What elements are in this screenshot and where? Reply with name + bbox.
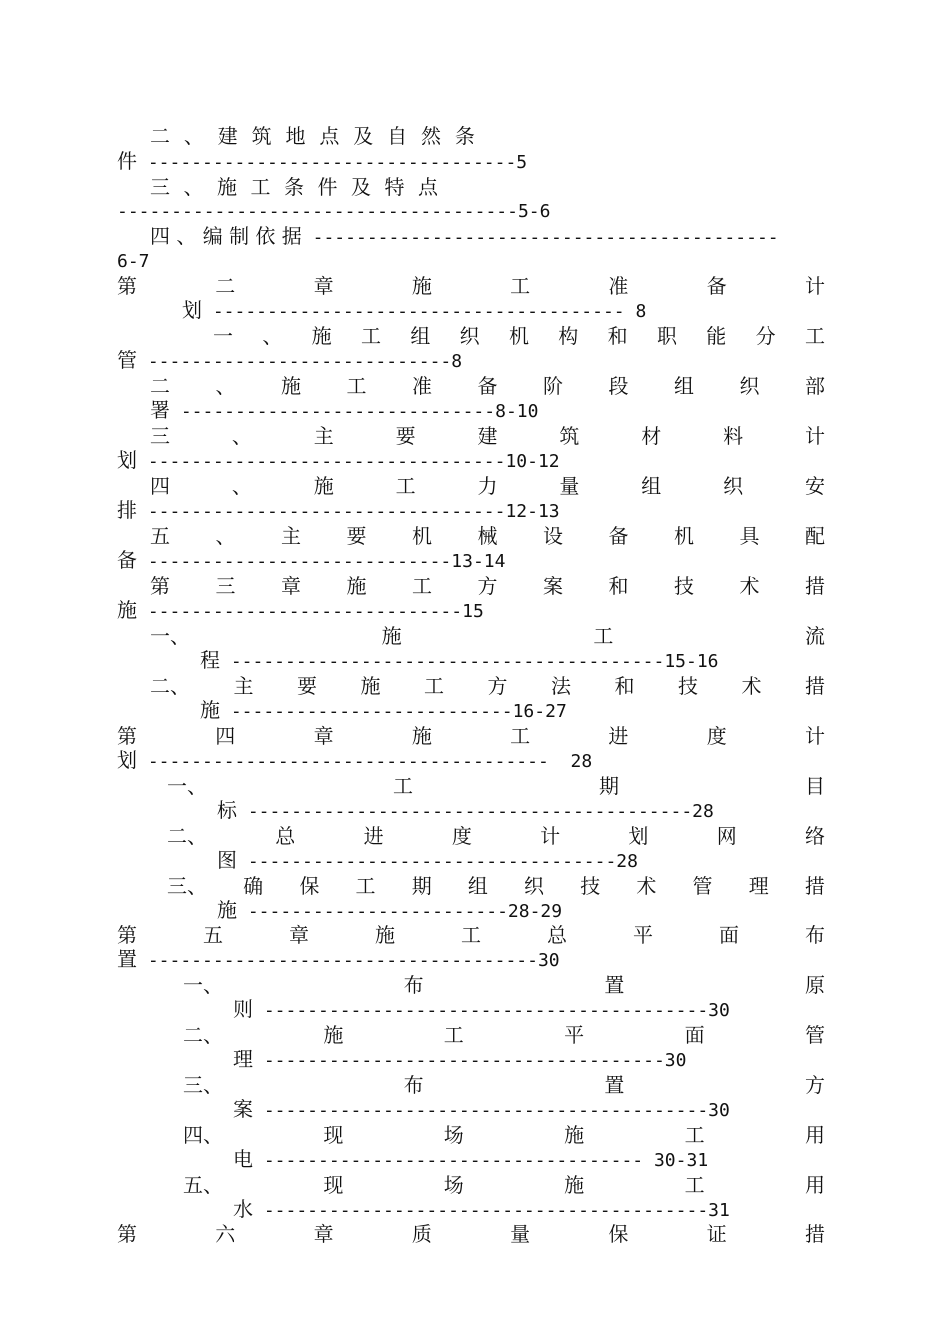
toc-heading-char: 证: [706, 1222, 727, 1246]
toc-heading-char: 网: [716, 824, 737, 848]
toc-entry-text: 标 -----------------------------------------28: [217, 798, 714, 822]
toc-line: [117, 499, 560, 523]
toc-heading-char: 条: [284, 175, 304, 199]
toc-heading-char: 三: [150, 175, 170, 199]
toc-heading-char: 工: [684, 1123, 705, 1147]
toc-heading-char: 准: [608, 274, 629, 298]
toc-heading-char: 理: [748, 874, 769, 898]
toc-heading-char: 期: [599, 774, 619, 798]
toc-heading-char: 方: [487, 674, 508, 698]
toc-entry-text: 置 ------------------------------------30: [117, 947, 560, 971]
toc-heading-char: 场: [443, 1123, 464, 1147]
toc-heading-char: 管: [692, 874, 713, 898]
toc-line: [117, 749, 592, 773]
toc-line: [233, 1098, 730, 1122]
toc-heading-char: 特: [384, 175, 405, 199]
toc-heading-char: 一、: [167, 774, 207, 798]
toc-heading-char: 第: [117, 1222, 137, 1246]
toc-line: [117, 274, 825, 298]
toc-line: [200, 699, 567, 723]
toc-entry-text: 署 -----------------------------8-10: [150, 398, 539, 422]
toc-heading-char: 四: [215, 724, 236, 748]
toc-heading-char: 面: [719, 923, 739, 947]
toc-heading-char: 件: [317, 175, 338, 199]
toc-heading-char: 能: [706, 324, 727, 348]
toc-heading-char: 材: [641, 424, 662, 448]
toc-line: [117, 948, 560, 972]
toc-heading-char: 第: [150, 574, 170, 598]
toc-heading-char: 原: [804, 973, 825, 997]
toc-heading-char: 建: [217, 124, 238, 148]
toc-line: [233, 998, 730, 1022]
toc-heading-char: 络: [804, 824, 825, 848]
toc-heading-char: 安: [805, 474, 825, 498]
toc-line: [217, 799, 714, 823]
toc-heading-char: 四: [150, 474, 170, 498]
toc-heading-char: 章: [281, 574, 301, 598]
toc-entry-text: 施 --------------------------16-27: [200, 698, 567, 722]
toc-heading-char: 机: [674, 524, 694, 548]
toc-heading-char: 筑: [559, 424, 580, 448]
toc-heading-char: 施: [375, 923, 395, 947]
toc-line: [150, 124, 475, 148]
toc-line: [233, 1048, 686, 1072]
toc-line: [183, 1073, 825, 1097]
toc-heading-char: 措: [804, 874, 825, 898]
toc-heading-char: 方: [477, 574, 498, 598]
toc-heading-char: 三、: [183, 1073, 223, 1097]
toc-entry-text: 则 -----------------------------------------30: [233, 997, 730, 1021]
toc-heading-char: 流: [804, 624, 825, 648]
toc-line: [167, 774, 825, 798]
toc-heading-char: 工: [395, 474, 416, 498]
toc-line: [117, 150, 527, 174]
toc-heading-char: 一: [213, 324, 233, 348]
toc-heading-char: 构: [558, 324, 579, 348]
toc-heading-char: 工: [510, 274, 531, 298]
toc-heading-char: 组: [674, 374, 694, 398]
toc-heading-char: 料: [723, 424, 744, 448]
toc-line: [233, 1148, 708, 1172]
toc-heading-char: 技: [674, 574, 694, 598]
toc-heading-char: 部: [805, 374, 825, 398]
toc-heading-char: 织: [739, 374, 760, 398]
toc-heading-char: 措: [805, 574, 825, 598]
toc-entry-text: 划 -------------------------------------- 8: [182, 298, 647, 322]
toc-heading-char: 二、: [150, 674, 190, 698]
toc-heading-char: 平: [564, 1023, 585, 1047]
toc-line: [117, 599, 484, 623]
toc-heading-char: 组: [641, 474, 662, 498]
toc-heading-char: 施: [217, 175, 237, 199]
toc-heading-char: 三: [150, 424, 170, 448]
toc-heading-char: 主: [281, 524, 301, 548]
toc-heading-char: 和: [614, 674, 635, 698]
toc-heading-char: 四、: [183, 1123, 223, 1147]
toc-heading-char: 织: [723, 474, 744, 498]
toc-heading-char: 期: [411, 874, 432, 898]
toc-entry-text: 6-7: [117, 251, 150, 272]
toc-entry-text: 程 ----------------------------------------15-16: [200, 648, 719, 672]
toc-heading-char: 保: [608, 1222, 629, 1246]
toc-line: [117, 1222, 825, 1246]
toc-line: [183, 1023, 825, 1047]
toc-line: [200, 649, 719, 673]
toc-heading-char: 一、: [150, 624, 190, 648]
toc-entry-text: 四 、 编 制 依 据 -------------------------------------------: [150, 224, 779, 248]
toc-heading-char: 第: [117, 274, 137, 298]
toc-line: [217, 849, 638, 873]
toc-entry-text: 施 ------------------------28-29: [217, 898, 563, 922]
toc-heading-char: 用: [804, 1123, 825, 1147]
toc-heading-char: 工: [360, 324, 381, 348]
toc-heading-char: 进: [363, 824, 384, 848]
toc-line: [150, 524, 825, 548]
toc-heading-char: 计: [804, 274, 825, 298]
toc-heading-char: 力: [477, 474, 498, 498]
toc-heading-char: 章: [313, 724, 334, 748]
toc-heading-char: 工: [355, 874, 376, 898]
toc-heading-char: 布: [403, 1073, 424, 1097]
toc-line: [182, 299, 646, 323]
toc-line: [117, 250, 150, 274]
toc-heading-char: 设: [543, 524, 563, 548]
toc-heading-char: 术: [741, 674, 762, 698]
toc-entry-text: 划 ------------------------------------- 28: [117, 748, 593, 772]
toc-heading-char: 组: [410, 324, 431, 348]
toc-heading-char: 主: [313, 424, 334, 448]
toc-heading-char: 质: [411, 1222, 432, 1246]
toc-heading-char: 技: [678, 674, 698, 698]
toc-heading-char: 章: [313, 274, 334, 298]
toc-heading-char: 措: [804, 1222, 825, 1246]
toc-line: [150, 674, 825, 698]
toc-heading-char: 自: [387, 124, 408, 148]
toc-heading-char: 、: [215, 524, 236, 548]
toc-heading-char: 、: [262, 324, 283, 348]
toc-line: [117, 923, 825, 947]
toc-entry-text: 管 ----------------------------8: [117, 348, 463, 372]
toc-heading-char: 配: [805, 524, 825, 548]
toc-entry-text: 水 -----------------------------------------31: [233, 1197, 730, 1221]
toc-line: [117, 200, 550, 224]
toc-heading-char: 六: [215, 1222, 236, 1246]
toc-heading-char: 组: [467, 874, 488, 898]
toc-heading-char: 计: [805, 424, 825, 448]
toc-entry-text: 图 ----------------------------------28: [217, 848, 638, 872]
toc-heading-char: 工: [510, 724, 531, 748]
toc-heading-char: 具: [739, 524, 760, 548]
toc-heading-char: 段: [608, 374, 629, 398]
toc-heading-char: 工: [443, 1023, 464, 1047]
toc-heading-char: 施: [411, 724, 432, 748]
toc-heading-char: 备: [706, 274, 727, 298]
toc-heading-char: 现: [323, 1123, 344, 1147]
toc-heading-char: 阶: [543, 374, 563, 398]
toc-heading-char: 地: [285, 124, 306, 148]
toc-line: [150, 175, 438, 199]
toc-heading-char: 点: [319, 124, 340, 148]
toc-heading-char: 场: [443, 1173, 464, 1197]
toc-line: [150, 225, 779, 249]
toc-heading-char: 械: [477, 524, 498, 548]
toc-heading-char: 、: [215, 374, 236, 398]
toc-heading-char: 职: [656, 324, 677, 348]
toc-heading-char: 技: [580, 874, 601, 898]
toc-heading-char: 工: [346, 374, 367, 398]
toc-line: [233, 1198, 730, 1222]
toc-heading-char: 第: [117, 923, 137, 947]
toc-heading-char: 方: [804, 1073, 825, 1097]
toc-heading-char: 主: [233, 674, 254, 698]
toc-heading-char: 术: [636, 874, 657, 898]
toc-heading-char: 工: [804, 324, 825, 348]
toc-heading-char: 、: [183, 175, 204, 199]
toc-heading-char: 五: [203, 923, 223, 947]
toc-heading-char: 一、: [183, 973, 223, 997]
toc-entry-text: 理 -------------------------------------30: [233, 1047, 687, 1071]
toc-heading-char: 章: [313, 1222, 334, 1246]
toc-heading-char: 二: [150, 374, 170, 398]
toc-line: [183, 1173, 825, 1197]
toc-heading-char: 措: [805, 674, 825, 698]
toc-line: [150, 574, 825, 598]
toc-entry-text: 电 ----------------------------------- 30-31: [233, 1147, 709, 1171]
toc-entry-text: 案 -----------------------------------------30: [233, 1097, 730, 1121]
toc-heading-char: 面: [684, 1023, 705, 1047]
toc-heading-char: 置: [604, 1073, 625, 1097]
toc-heading-char: 计: [540, 824, 561, 848]
toc-line: [117, 549, 505, 573]
toc-heading-char: 施: [323, 1023, 344, 1047]
toc-heading-char: 二、: [167, 824, 207, 848]
toc-heading-char: 施: [313, 474, 334, 498]
toc-heading-char: 分: [755, 324, 776, 348]
toc-heading-char: 、: [231, 424, 252, 448]
toc-heading-char: 计: [804, 724, 825, 748]
toc-heading-char: 然: [421, 124, 441, 148]
toc-heading-char: 目: [805, 774, 825, 798]
toc-heading-char: 施: [564, 1123, 585, 1147]
toc-line: [183, 973, 825, 997]
toc-heading-char: 工: [684, 1173, 705, 1197]
toc-heading-char: 术: [739, 574, 760, 598]
toc-entry-text: 件 ----------------------------------5: [117, 149, 528, 173]
toc-heading-char: 工: [424, 674, 444, 698]
toc-heading-char: 布: [805, 923, 825, 947]
toc-entry-text: 施 -----------------------------15: [117, 598, 484, 622]
toc-heading-char: 机: [412, 524, 432, 548]
toc-heading-char: 法: [551, 674, 571, 698]
toc-heading-char: 及: [351, 175, 371, 199]
toc-heading-char: 要: [395, 424, 416, 448]
toc-line: [150, 424, 825, 448]
toc-heading-char: 二: [150, 124, 170, 148]
toc-heading-char: 备: [477, 374, 498, 398]
toc-heading-char: 现: [323, 1173, 344, 1197]
toc-heading-char: 工: [593, 624, 614, 648]
toc-heading-char: 施: [281, 374, 301, 398]
toc-heading-char: 织: [459, 324, 480, 348]
toc-heading-char: 及: [353, 124, 374, 148]
toc-line: [117, 349, 462, 373]
toc-line: [150, 474, 825, 498]
toc-heading-char: 要: [297, 674, 317, 698]
toc-heading-char: 、: [183, 124, 204, 148]
toc-heading-char: 准: [412, 374, 432, 398]
toc-heading-char: 点: [418, 175, 438, 199]
toc-heading-char: 总: [547, 923, 567, 947]
toc-heading-char: 章: [289, 923, 309, 947]
toc-heading-char: 三、: [167, 874, 207, 898]
toc-heading-char: 机: [508, 324, 529, 348]
toc-heading-char: 工: [412, 574, 432, 598]
toc-line: [167, 874, 825, 898]
toc-heading-char: 度: [706, 724, 727, 748]
toc-heading-char: 案: [543, 574, 563, 598]
toc-line: [117, 449, 560, 473]
toc-heading-char: 第: [117, 724, 137, 748]
toc-heading-char: 五、: [183, 1173, 223, 1197]
toc-heading-char: 工: [250, 175, 271, 199]
toc-heading-char: 施: [360, 674, 381, 698]
toc-line: [150, 374, 825, 398]
toc-heading-char: 进: [608, 724, 629, 748]
toc-entry-text: 排 ---------------------------------12-13: [117, 498, 560, 522]
toc-heading-char: 施: [346, 574, 367, 598]
toc-line: [167, 824, 825, 848]
toc-heading-char: 要: [346, 524, 367, 548]
toc-heading-char: 和: [608, 574, 629, 598]
toc-heading-char: 总: [275, 824, 296, 848]
toc-heading-char: 施: [311, 324, 332, 348]
toc-heading-char: 施: [564, 1173, 585, 1197]
toc-heading-char: 条: [454, 124, 475, 148]
toc-heading-char: 二、: [183, 1023, 223, 1047]
toc-line: [117, 724, 825, 748]
toc-line: [150, 399, 538, 423]
toc-entry-text: -------------------------------------5-6: [117, 201, 551, 222]
toc-heading-char: 五: [150, 524, 170, 548]
toc-heading-char: 施: [411, 274, 432, 298]
toc-heading-char: 用: [804, 1173, 825, 1197]
toc-entry-text: 划 ---------------------------------10-12: [117, 448, 560, 472]
toc-line: [150, 624, 825, 648]
toc-heading-char: 施: [381, 624, 402, 648]
toc-heading-char: 布: [403, 973, 424, 997]
toc-heading-char: 工: [461, 923, 481, 947]
toc-heading-char: 置: [604, 973, 625, 997]
toc-heading-char: 量: [510, 1222, 531, 1246]
toc-heading-char: 筑: [251, 124, 272, 148]
toc-heading-char: 备: [608, 524, 629, 548]
toc-line: [217, 899, 562, 923]
toc-line: [213, 324, 825, 348]
toc-entry-text: 备 ----------------------------13-14: [117, 548, 506, 572]
toc-heading-char: 建: [477, 424, 498, 448]
toc-heading-char: 二: [215, 274, 236, 298]
toc-heading-char: 平: [633, 923, 653, 947]
toc-heading-char: 度: [451, 824, 472, 848]
toc-heading-char: 和: [607, 324, 628, 348]
toc-heading-char: 工: [393, 774, 413, 798]
toc-heading-char: 划: [628, 824, 649, 848]
toc-heading-char: 管: [804, 1023, 825, 1047]
toc-heading-char: 三: [215, 574, 236, 598]
toc-heading-char: 确: [243, 874, 264, 898]
toc-heading-char: 、: [231, 474, 252, 498]
toc-heading-char: 织: [524, 874, 545, 898]
toc-line: [183, 1123, 825, 1147]
toc-heading-char: 保: [299, 874, 320, 898]
toc-heading-char: 量: [559, 474, 580, 498]
